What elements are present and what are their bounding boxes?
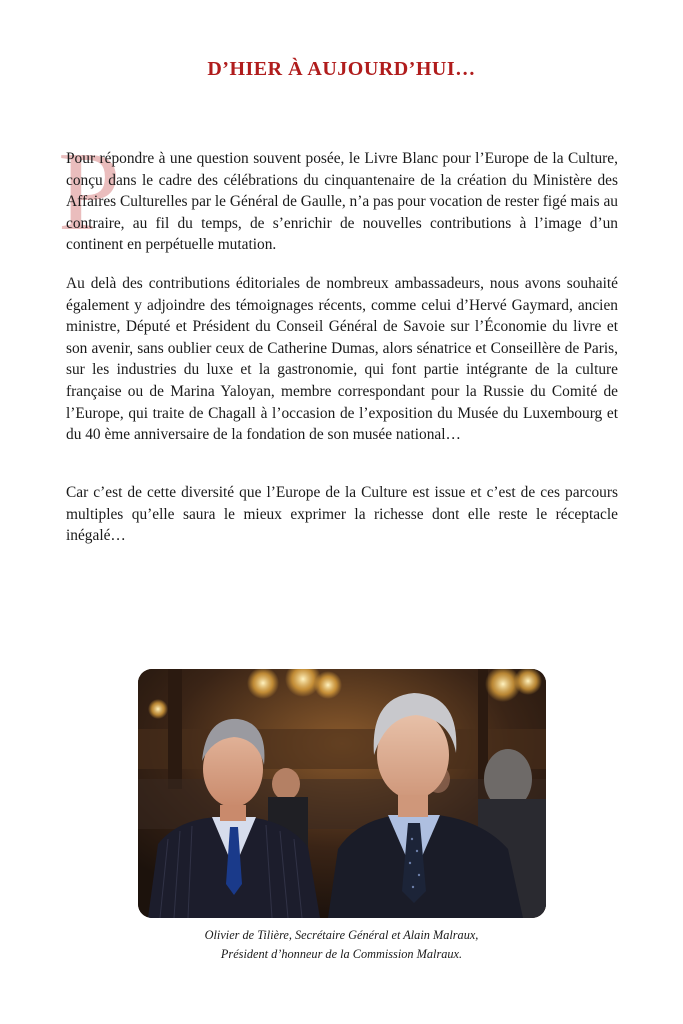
paragraph-conclusion: Car c’est de cette diversité que l’Europe de la Culture est issue et c’est de ces parcours multiples qu’elle saura le mieux exprimer la richesse dont elle reste le réceptacle inégalé… xyxy=(66,484,618,545)
page-title: D’HIER À AUJOURD’HUI… xyxy=(207,58,476,80)
drop-cap-letter: P xyxy=(58,130,121,254)
paragraph-contributions: Au delà des contributions éditoriales de nombreux ambassadeurs, nous avons souhaité également y adjoindre des témoignages récents, comme celui d’Hervé Gaymard, ancien ministre, Député et Président du Conseil Général de Savoie sur l’Économie du livre et son avenir, sans oublier ceux de Catherine Dumas, alors sénatrice et Conseillère de Paris, sur les industries du luxe et la gastronomie, qui font partie intégrante de la culture française ou de Marina Yaloyan, membre correspondant pour la Russie du Comité de l’Europe, qui traite de Chagall à l’occasion de l’exposition du Musée du Luxembourg et du 40 ème anniversaire de la fondation de son musée national… xyxy=(66,275,618,444)
photo-caption xyxy=(0,926,683,964)
caption-line-2: Président d’honneur de la Commission Malraux. xyxy=(220,947,463,961)
paragraph-intro: Pour répondre à une question souvent posée, le Livre Blanc pour l’Europe de la Culture, conçu dans le cadre des célébrations du cinquantenaire de la création du Ministère des Affaires Culturelles par le Général de Gaulle, n’a pas pour vocation de rester figé mais au contraire, au fil du temps, de s’enrichir de nouvelles contributions à l’image d’un continent en perpétuelle mutation. xyxy=(66,150,618,254)
caption-line-1: Olivier de Tilière, Secrétaire Général et Alain Malraux, xyxy=(204,928,479,942)
portrait-photo xyxy=(138,669,546,918)
